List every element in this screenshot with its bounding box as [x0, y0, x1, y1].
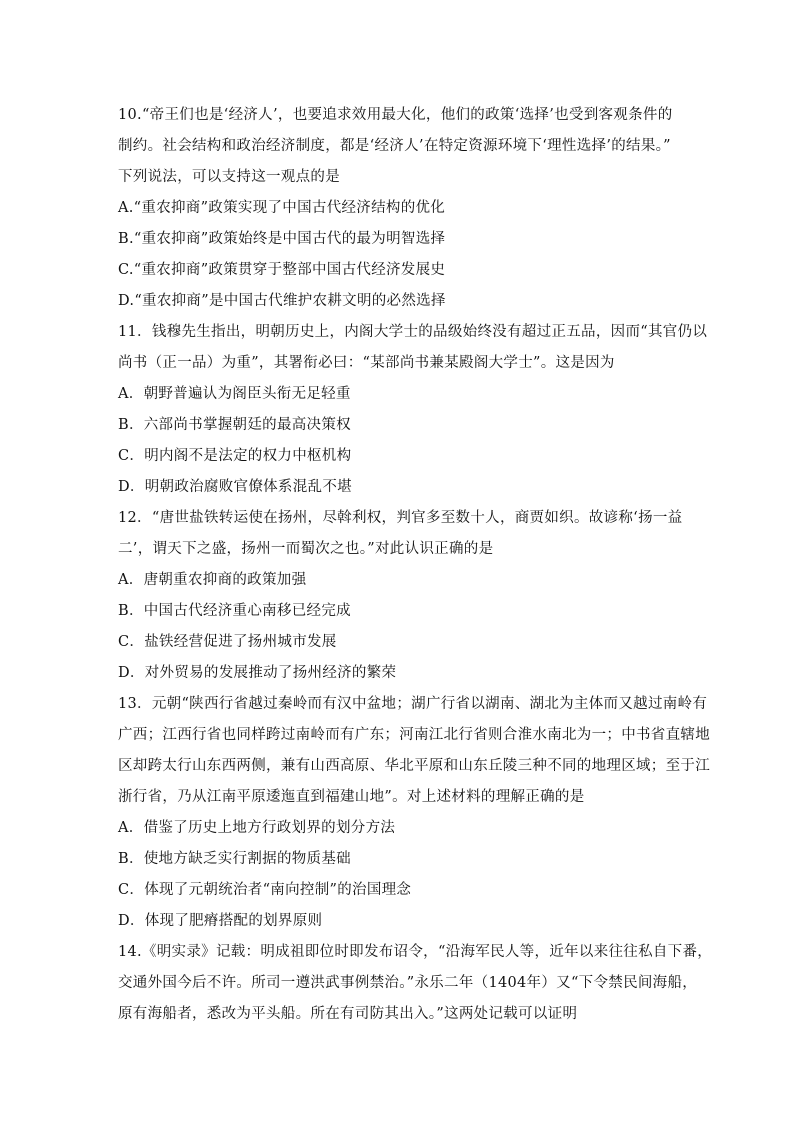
- q14-stem-line-1: 14.《明实录》记载：明成祖即位时即发布诏令，“沿海军民人等，近年以来往往私自下番，: [118, 944, 713, 960]
- q10-stem-line-3: 下列说法，可以支持这一观点的是: [118, 169, 340, 185]
- q10-option-d: D.“重农抑商”是中国古代维护农耕文明的必然选择: [118, 293, 446, 309]
- q10-option-a: A.“重农抑商”政策实现了中国古代经济结构的优化: [118, 200, 446, 216]
- q11-option-b: B．六部尚书掌握朝廷的最高决策权: [118, 417, 351, 433]
- q13-option-a: A．借鉴了历史上地方行政划界的划分方法: [118, 820, 396, 836]
- q10-stem-line-1: 10.“帝王们也是‘经济人’，也要追求效用最大化，他们的政策‘选择’也受到客观条件的: [118, 107, 673, 123]
- q12-stem-line-2: 二’，谓天下之盛，扬州一而蜀次之也。”对此认识正确的是: [118, 541, 494, 557]
- q11-stem-line-2: 尚书（正一品）为重”，其署衔必曰：“某部尚书兼某殿阁大学士”。这是因为: [118, 355, 615, 371]
- q13-stem-line-1: 13．元朝“陕西行省越过秦岭而有汉中盆地；湖广行省以湖南、湖北为主体而又越过南岭有: [118, 696, 708, 712]
- q12-option-c: C．盐铁经营促进了扬州城市发展: [118, 634, 337, 650]
- q14-stem-line-2: 交通外国今后不许。所司一遵洪武事例禁治。”永乐二年（1404年）又“下令禁民间海船，: [118, 975, 698, 991]
- q12-option-d: D．对外贸易的发展推动了扬州经济的繁荣: [118, 665, 397, 681]
- q12-option-a: A．唐朝重农抑商的政策加强: [118, 572, 307, 588]
- q13-stem-line-3: 区却跨太行山东西两侧，兼有山西高原、华北平原和山东丘陵三种不同的地理区域；至于江: [118, 758, 710, 774]
- q13-stem-line-2: 广西；江西行省也同样跨过南岭而有广东；河南江北行省则合淮水南北为一；中书省直辖地: [118, 727, 710, 743]
- q12-option-b: B．中国古代经济重心南移已经完成: [118, 603, 351, 619]
- q11-option-a: A．朝野普遍认为阁臣头衔无足轻重: [118, 386, 351, 402]
- q13-stem-line-4: 浙行省，乃从江南平原逶迤直到福建山地”。对上述材料的理解正确的是: [118, 789, 585, 805]
- q11-option-d: D．明朝政治腐败官僚体系混乱不堪: [118, 479, 352, 495]
- q11-option-c: C．明内阁不是法定的权力中枢机构: [118, 448, 352, 464]
- q13-option-d: D．体现了肥瘠搭配的划界原则: [118, 913, 323, 929]
- q10-stem-line-2: 制约。社会结构和政治经济制度，都是‘经济人’在特定资源环境下‘理性选择’的结果。”: [118, 138, 671, 154]
- q10-option-b: B.“重农抑商”政策始终是中国古代的最为明智选择: [118, 231, 446, 247]
- q10-option-c: C.“重农抑商”政策贯穿于整部中国古代经济发展史: [118, 262, 446, 278]
- q13-option-c: C．体现了元朝统治者“南向控制”的治国理念: [118, 882, 412, 898]
- q12-stem-line-1: 12．“唐世盐铁转运使在扬州，尽斡利权，判官多至数十人，商贾如织。故谚称‘扬一益: [118, 510, 683, 526]
- q13-option-b: B．使地方缺乏实行割据的物质基础: [118, 851, 351, 867]
- q14-stem-line-3: 原有海船者，悉改为平头船。所在有司防其出入。”这两处记载可以证明: [118, 1006, 578, 1022]
- q11-stem-line-1: 11．钱穆先生指出，明朝历史上，内阁大学士的品级始终没有超过正五品，因而“其官仍以: [118, 324, 708, 340]
